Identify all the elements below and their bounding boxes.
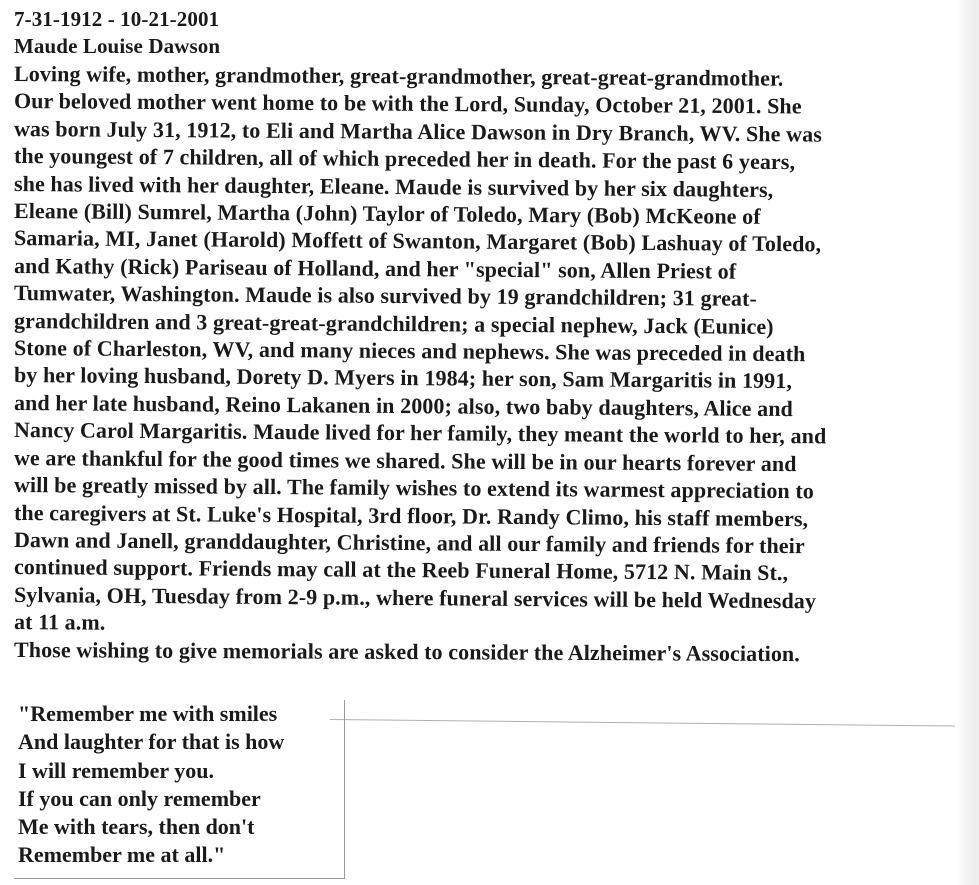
clipping-cut-line bbox=[330, 719, 955, 727]
obituary-line: the caregivers at St. Luke's Hospital, 3rd floor, Dr. Randy Climo, his staff members, bbox=[13, 499, 809, 531]
obituary-line: Those wishing to give memorials are asked to consider the Alzheimer's Association. bbox=[13, 636, 800, 666]
obituary-line: was born July 31, 1912, to Eli and Martha Alice Dawson in Dry Branch, WV. She was bbox=[13, 115, 823, 147]
poem-line: Me with tears, then don't bbox=[18, 814, 255, 840]
obituary-line: Loving wife, mother, grandmother, great-grandmother, great-great-grandmother. bbox=[13, 61, 784, 91]
obituary-line: Dawn and Janell, granddaughter, Christine, and all our family and friends for their bbox=[13, 526, 805, 559]
poem-line: And laughter for that is how bbox=[18, 729, 285, 755]
obituary-line: will be greatly missed by all. The family wishes to extend its warmest appreciation to bbox=[13, 472, 815, 504]
obituary-line: she has lived with her daughter, Eleane. Maude is survived by her six daughters, bbox=[13, 170, 774, 202]
obituary-line: the youngest of 7 children, all of which preceded her in death. For the past 6 years, bbox=[13, 143, 796, 175]
obituary-line: Stone of Charleston, WV, and many nieces and nephews. She was preceded in death bbox=[13, 335, 806, 367]
obituary-line: by her loving husband, Dorety D. Myers in 1984; her son, Sam Margaritis in 1991, bbox=[13, 362, 793, 394]
obituary-line: grandchildren and 3 great-great-grandchildren; a special nephew, Jack (Eunice) bbox=[13, 307, 774, 339]
obituary-line: Sylvania, OH, Tuesday from 2-9 p.m., where funeral services will be held Wednesday bbox=[13, 581, 817, 614]
obituary-line: and her late husband, Reino Lakanen in 2000; also, two baby daughters, Alice and bbox=[13, 389, 794, 421]
poem-line: I will remember you. bbox=[18, 757, 214, 783]
poem-line: "Remember me with smiles bbox=[18, 701, 278, 726]
obituary-line: we are thankful for the good times we shared. She will be in our hearts forever and bbox=[13, 444, 797, 476]
obituary-name: Maude Louise Dawson bbox=[14, 34, 221, 58]
obituary-line: Eleane (Bill) Sumrel, Martha (John) Taylor of Toledo, Mary (Bob) McKeone of bbox=[13, 198, 761, 229]
obituary-line: at 11 a.m. bbox=[13, 609, 106, 635]
obituary-line: and Kathy (Rick) Pariseau of Holland, and her "special" son, Allen Priest of bbox=[13, 252, 737, 284]
obituary-line: Tumwater, Washington. Maude is also survived by 19 grandchildren; 31 great- bbox=[13, 280, 758, 312]
obituary-dates: 7-31-1912 - 10-21-2001 bbox=[14, 7, 220, 31]
obituary-line: Our beloved mother went home to be with the Lord, Sunday, October 21, 2001. She bbox=[13, 88, 802, 119]
obituary-line: continued support. Friends may call at the Reeb Funeral Home, 5712 N. Main St., bbox=[13, 554, 789, 586]
poem-line: If you can only remember bbox=[18, 785, 261, 811]
obituary-line: Nancy Carol Margaritis. Maude lived for her family, they meant the world to her, and bbox=[13, 417, 827, 449]
obituary-clipping bbox=[13, 6, 964, 666]
obituary-line: Samaria, MI, Janet (Harold) Moffett of Swanton, Margaret (Bob) Lashuay of Toledo, bbox=[13, 225, 822, 257]
poem-block bbox=[14, 700, 345, 879]
poem-line: Remember me at all." bbox=[18, 842, 226, 868]
